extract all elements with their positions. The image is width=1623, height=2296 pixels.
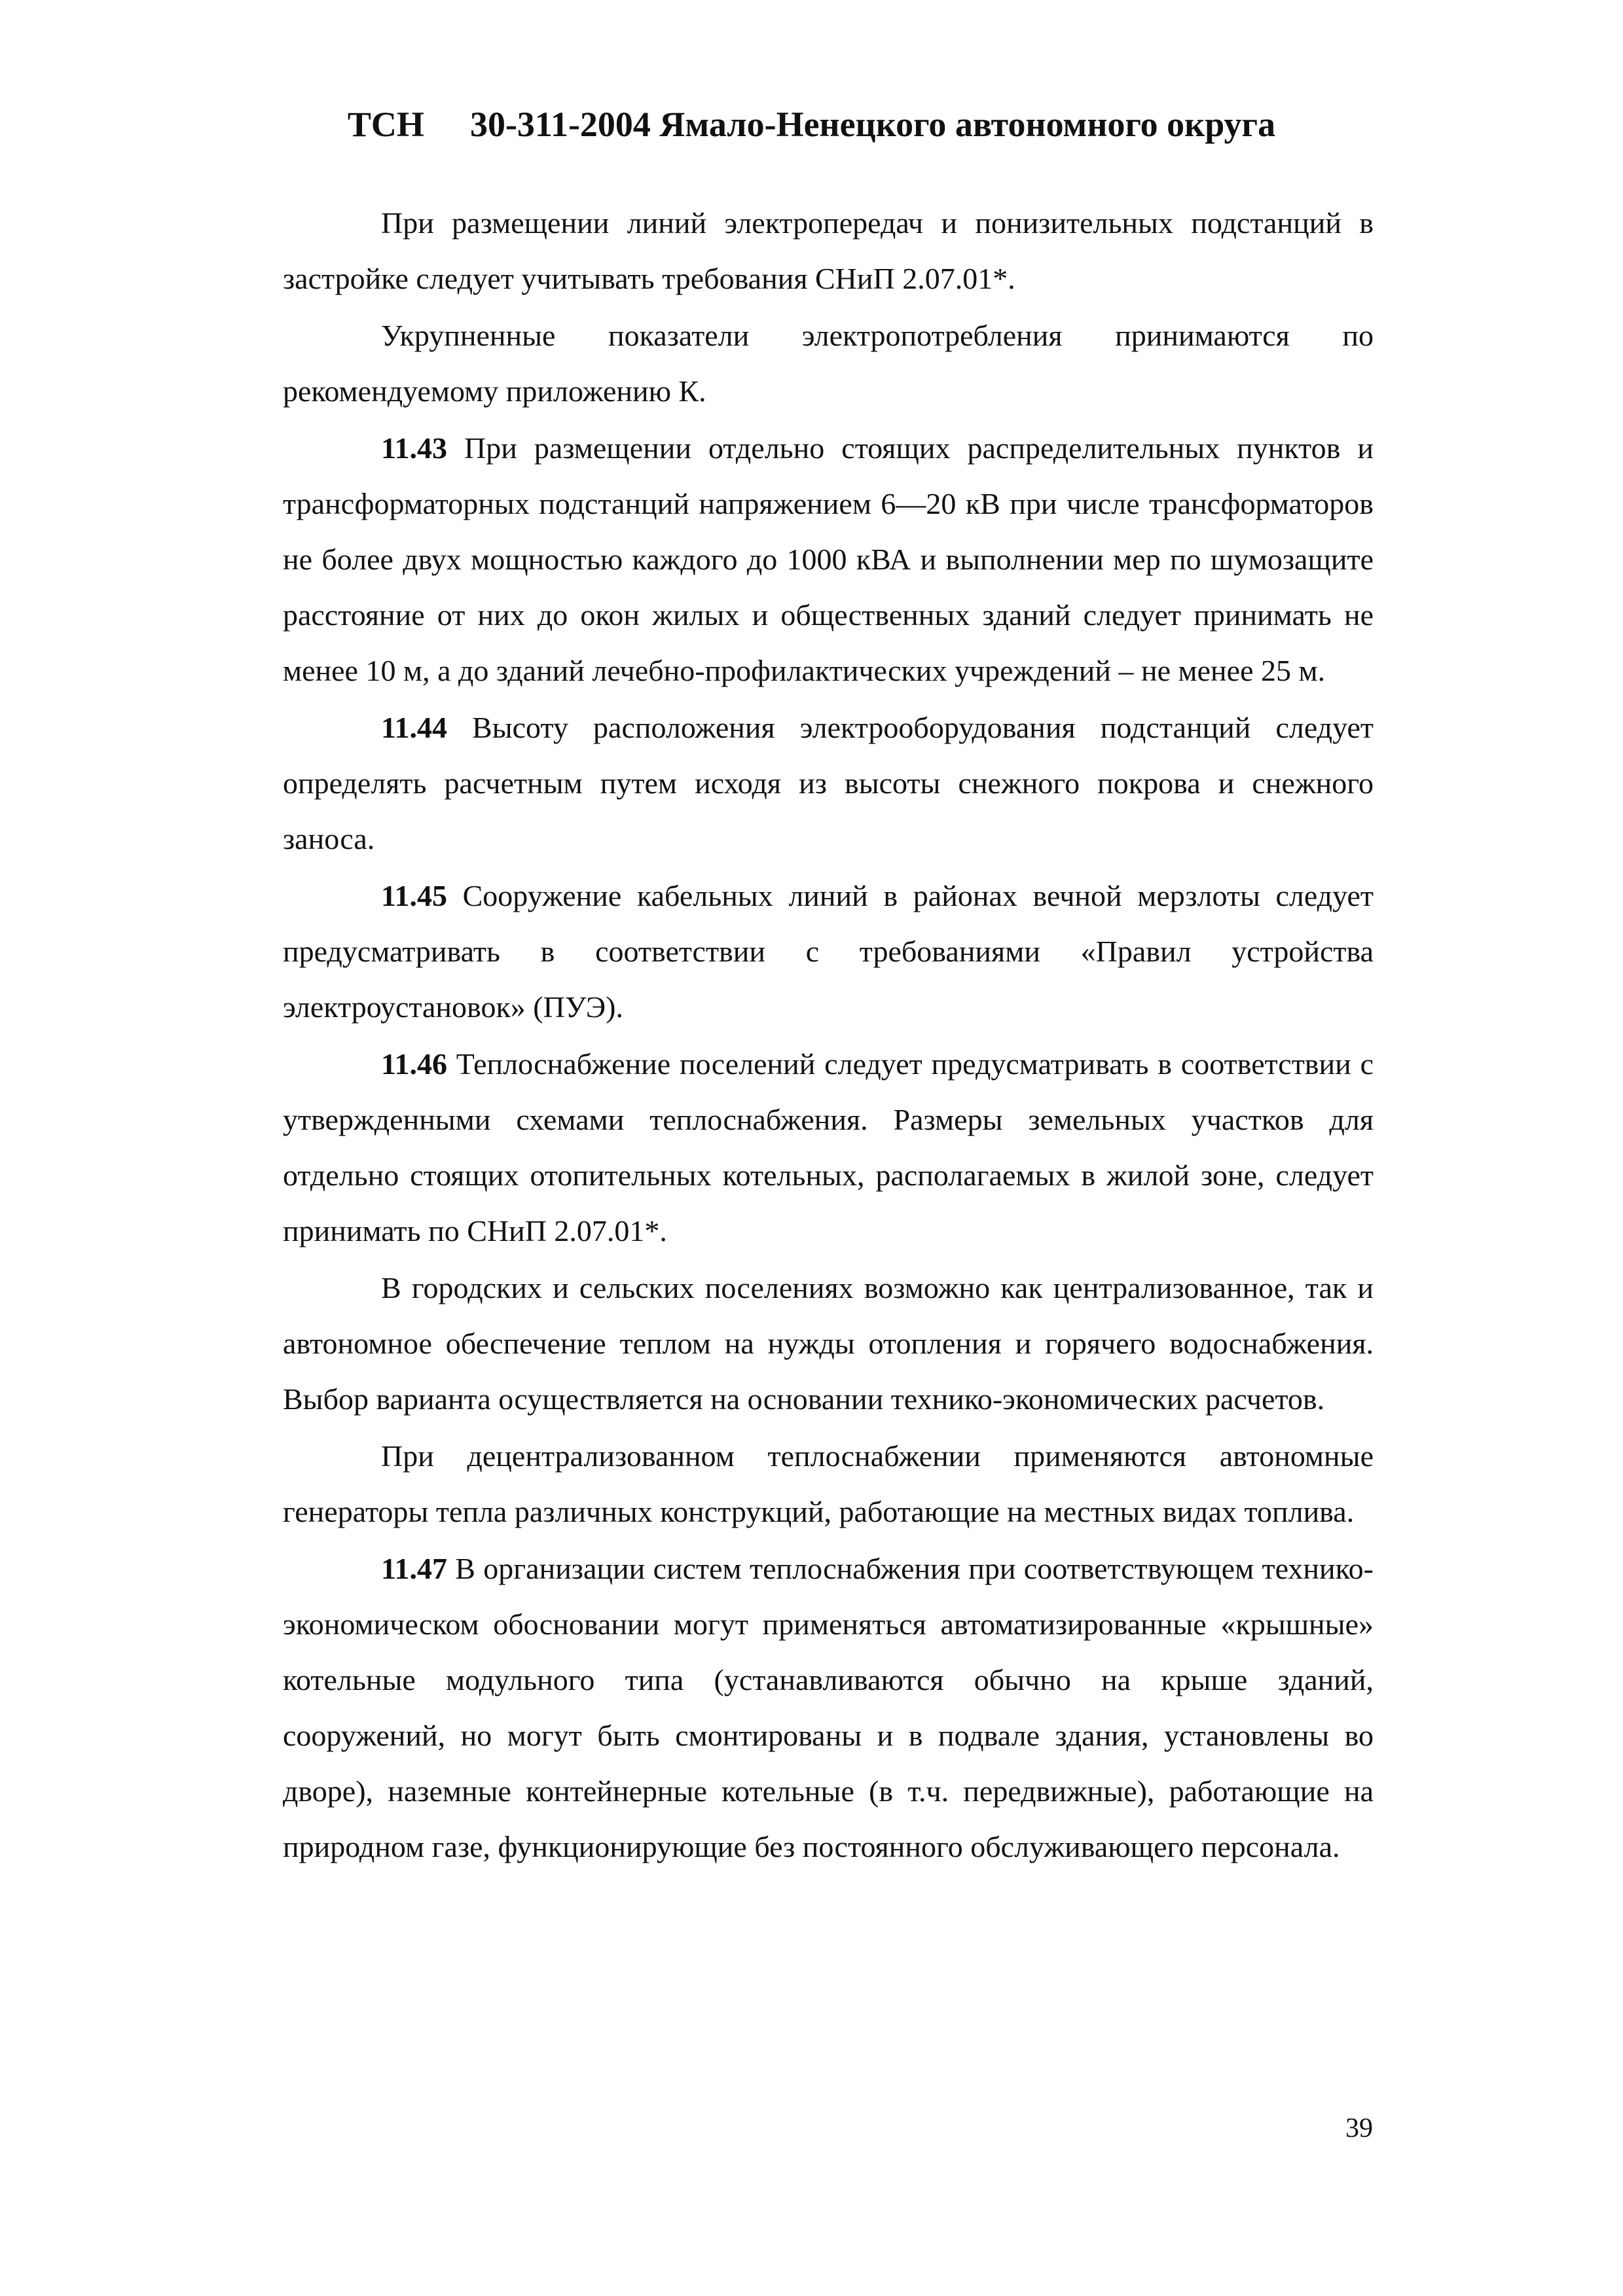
paragraph-text: В городских и сельских поселениях возможно как централизованное, так и автономное обеспечение теплом на нужды отопления и горячего водоснабжения. Выбор варианта осуществляется на основании технико-экономических расчетов. (283, 1271, 1374, 1416)
clause-number: 11.45 (381, 879, 447, 912)
paragraph-text: При размещении линий электропередач и понизительных подстанций в застройке следует учитывать требования СНиП 2.07.01*. (283, 206, 1374, 295)
paragraph-text: Сооружение кабельных линий в районах вечной мерзлоты следует предусматривать в соответствии с требованиями «Правил устройства электроустановок» (ПУЭ). (283, 879, 1374, 1024)
paragraph-2 (283, 308, 1374, 419)
page-header (0, 98, 1623, 151)
paragraph-text: При децентрализованном теплоснабжении применяются автономные генераторы тепла различных конструкций, работающие на местных видах топлива. (283, 1439, 1374, 1528)
paragraph-5 (283, 868, 1374, 1035)
paragraph-4 (283, 700, 1374, 867)
paragraph-7 (283, 1260, 1374, 1427)
paragraph-1 (283, 195, 1374, 306)
paragraph-text: Высоту расположения электрооборудования подстанций следует определять расчетным путем исходя из высоты снежного покрова и снежного заноса. (283, 711, 1374, 855)
clause-number: 11.46 (381, 1047, 447, 1081)
paragraph-text: Теплоснабжение поселений следует предусматривать в соответствии с утвержденными схемами теплоснабжения. Размеры земельных участков для отдельно стоящих отопительных котельных, располагаемых в жилой зоне, следует принимать по СНиП 2.07.01*. (283, 1047, 1374, 1247)
paragraph-9 (283, 1541, 1374, 1874)
paragraph-text: При размещении отдельно стоящих распределительных пунктов и трансформаторных подстанций напряжением 6—20 кВ при числе трансформаторов не более двух мощностью каждого до 1000 кВА и выполнении мер по шумозащите расстояние от них до окон жилых и общественных зданий следует принимать не менее 10 м, а до зданий лечебно-профилактических учреждений – не менее 25 м. (283, 431, 1374, 687)
clause-number: 11.47 (381, 1552, 447, 1585)
paragraph-text: Укрупненные показатели электропотребления принимаются по рекомендуемому приложению К. (283, 319, 1374, 408)
document-body (283, 195, 1374, 1876)
header-prefix: ТСН (347, 105, 424, 144)
paragraph-8 (283, 1428, 1374, 1539)
paragraph-3 (283, 420, 1374, 698)
paragraph-6 (283, 1036, 1374, 1259)
clause-number: 11.44 (381, 711, 447, 744)
page-number: 39 (1345, 2113, 1373, 2144)
clause-number: 11.43 (381, 431, 447, 465)
paragraph-text: В организации систем теплоснабжения при соответствующем технико-экономическом обосновании могут применяться автоматизированные «крышные» котельные модульного типа (устанавливаются обычно на крыше зданий, сооружений, но могут быть смонтированы и в подвале здания, установлены во дворе), наземные контейнерные котельные (в т.ч. передвижные), работающие на природном газе, функционирующие без постоянного обслуживающего персонала. (283, 1552, 1374, 1863)
header-title: 30-311-2004 Ямало-Ненецкого автономного округа (469, 105, 1276, 144)
